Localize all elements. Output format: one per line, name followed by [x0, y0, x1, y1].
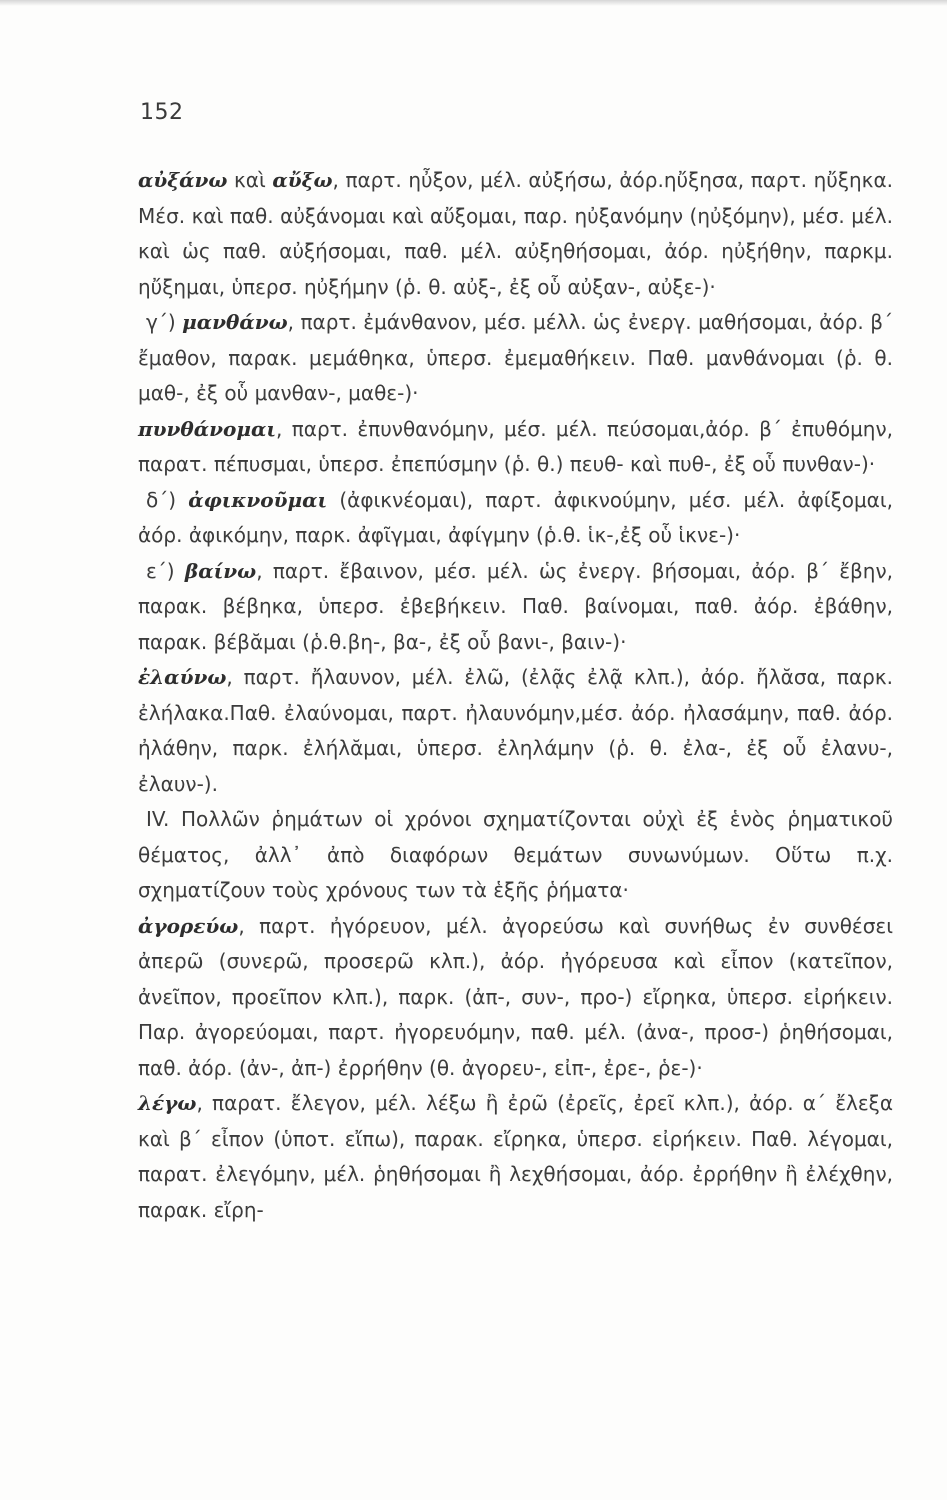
paragraph-text: , παρτ. ἐμάνθανον, μέσ. μέλλ. ὡς ἐνεργ. μαθήσομαι, ἀόρ. β΄ ἔμαθον, παρακ. μεμάθηκα, ὑπερσ. ἐμεμαθήκειν. Παθ. μανθάνομαι (ῥ. θ. μαθ-, ἐξ οὗ μανθαν-, μαθε-)· [138, 310, 894, 405]
paragraph-pynthanomai [138, 412, 893, 483]
headword: ἐλαύνω [138, 665, 227, 689]
paragraph-auxano [138, 163, 893, 305]
paragraph-text: Πολλῶν ῥημάτων οἱ χρόνοι σχηματίζονται οὐχὶ ἐξ ἑνὸς ῥηματικοῦ θέματος, ἀλλ᾽ ἀπὸ διαφόρων θεμάτων συνωνύμων. Οὕτω π.χ. σχηματίζουν τοὺς χρόνους των τὰ ἑξῆς ῥήματα· [138, 807, 894, 902]
connector-text: καὶ [227, 168, 273, 192]
paragraph-manthano [138, 305, 893, 412]
paragraph-section-iv [138, 802, 893, 909]
paragraph-text: , παρτ. ηὖξον, μέλ. αὐξήσω, ἀόρ.ηὔξησα, παρτ. ηὔξηκα. Μέσ. καὶ παθ. αὐξάνομαι καὶ αὔξομαι, παρ. ηὐξανόμην (ηὐξόμην), μέσ. μέλ. καὶ ὡς παθ. αὐξήσομαι, παθ. μέλ. αὐξηθήσομαι, ἀόρ. ηὐξήθην, παρκμ. ηὔξημαι, ὑπερσ. ηὐξήμην (ῥ. θ. αὐξ-, ἐξ οὗ αὐξαν-, αὐξε-)· [138, 168, 893, 299]
headword: λέγω [138, 1091, 197, 1115]
paragraph-text: , παρτ. ἔβαινον, μέσ. μέλ. ὡς ἐνεργ. βήσομαι, ἀόρ. β΄ ἔβην, παρακ. βέβηκα, ὑπερσ. ἐβεβήκειν. Παθ. βαίνομαι, παθ. ἀόρ. ἐβάθην, παρακ. βέβᾰμαι (ῥ.θ.βη-, βα-, ἐξ οὗ βανι-, βαιν-)· [138, 558, 893, 654]
page-number: 152 [140, 100, 184, 125]
paragraph-lego [138, 1086, 893, 1228]
body-text [138, 163, 893, 1228]
paragraph-text: (ἀφικνέομαι), παρτ. ἀφικνούμην, μέσ. μέλ. ἀφίξομαι, ἀόρ. ἀφικόμην, παρκ. ἀφῖγμαι, ἀφίγμην (ῥ.θ. ἱκ-,ἐξ οὗ ἱκνε-)· [138, 487, 893, 547]
section-marker: ε΄) [146, 558, 185, 583]
paragraph-text: , παρτ. ἤλαυνον, μέλ. ἐλῶ, (ἐλᾷς ἐλᾷ κλπ.), ἀόρ. ἤλᾰσα, παρκ. ἐλήλακα.Παθ. ἐλαύνομαι, παρτ. ἠλαυνόμην,μέσ. ἀόρ. ἠλασάμην, παθ. ἀόρ. ἠλάθην, παρκ. ἐλήλᾰμαι, ὑπερσ. ἐληλάμην (ῥ. θ. ἐλα-, ἐξ οὗ ἐλανυ-, ἐλαυν-). [138, 665, 893, 796]
headword: μανθάνω [182, 310, 288, 334]
headword: βαίνω [184, 558, 257, 583]
headword: αὐξάνω [138, 168, 228, 192]
paragraph-afiknoumai [138, 483, 893, 554]
paragraph-text: , παρτ. ἠγόρευον, μέλ. ἀγορεύσω καὶ συνήθως ἐν συνθέσει ἀπερῶ (συνερῶ, προσερῶ κλπ.), ἀόρ. ἠγόρευσα καὶ εἶπον (κατεῖπον, ἀνεῖπον, προεῖπον κλπ.), παρκ. (ἀπ-, συν-, προ-) εἴρηκα, ὑπερσ. εἰρήκειν. Παρ. ἀγορεύομαι, παρτ. ἠγορευόμην, παθ. μέλ. (ἀνα-, προσ-) ῥηθήσομαι, παθ. ἀόρ. (ἀν-, ἀπ-) ἐρρήθην (θ. ἀγορευ-, εἰπ-, ἐρε-, ῥε-)· [138, 913, 893, 1080]
headword: ἀφικνοῦμαι [188, 487, 328, 512]
page-top-edge [0, 0, 947, 6]
section-marker: IV. [146, 807, 181, 831]
paragraph-text: , παρατ. ἔλεγον, μέλ. λέξω ἢ ἐρῶ (ἐρεῖς, ἐρεῖ κλπ.), ἀόρ. α΄ ἔλεξα καὶ β΄ εἶπον (ὑποτ. εἴπω), παρακ. εἴρηκα, ὑπερσ. εἰρήκειν. Παθ. λέγομαι, παρατ. ἐλεγόμην, μέλ. ῥηθήσομαι ἢ λεχθήσομαι, ἀόρ. ἐρρήθην ἢ ἐλέχθην, παρακ. εἴρη- [138, 1091, 893, 1222]
headword: πυνθάνομαι [138, 416, 277, 441]
paragraph-baino [138, 554, 893, 661]
section-marker: δ΄) [146, 487, 189, 512]
headword: αὔξω [272, 168, 333, 192]
paragraph-text: , παρτ. ἐπυνθανόμην, μέσ. μέλ. πεύσομαι,ἀόρ. β΄ ἐπυθόμην, παρατ. πέπυσμαι, ὑπερσ. ἐπεπύσμην (ῥ. θ.) πευθ- καὶ πυθ-, ἐξ οὗ πυνθαν-)· [138, 416, 893, 476]
paragraph-elauno [138, 660, 893, 802]
headword: ἀγορεύω [138, 913, 239, 938]
section-marker: γ΄) [146, 310, 183, 334]
paragraph-agoreuo [138, 909, 893, 1087]
